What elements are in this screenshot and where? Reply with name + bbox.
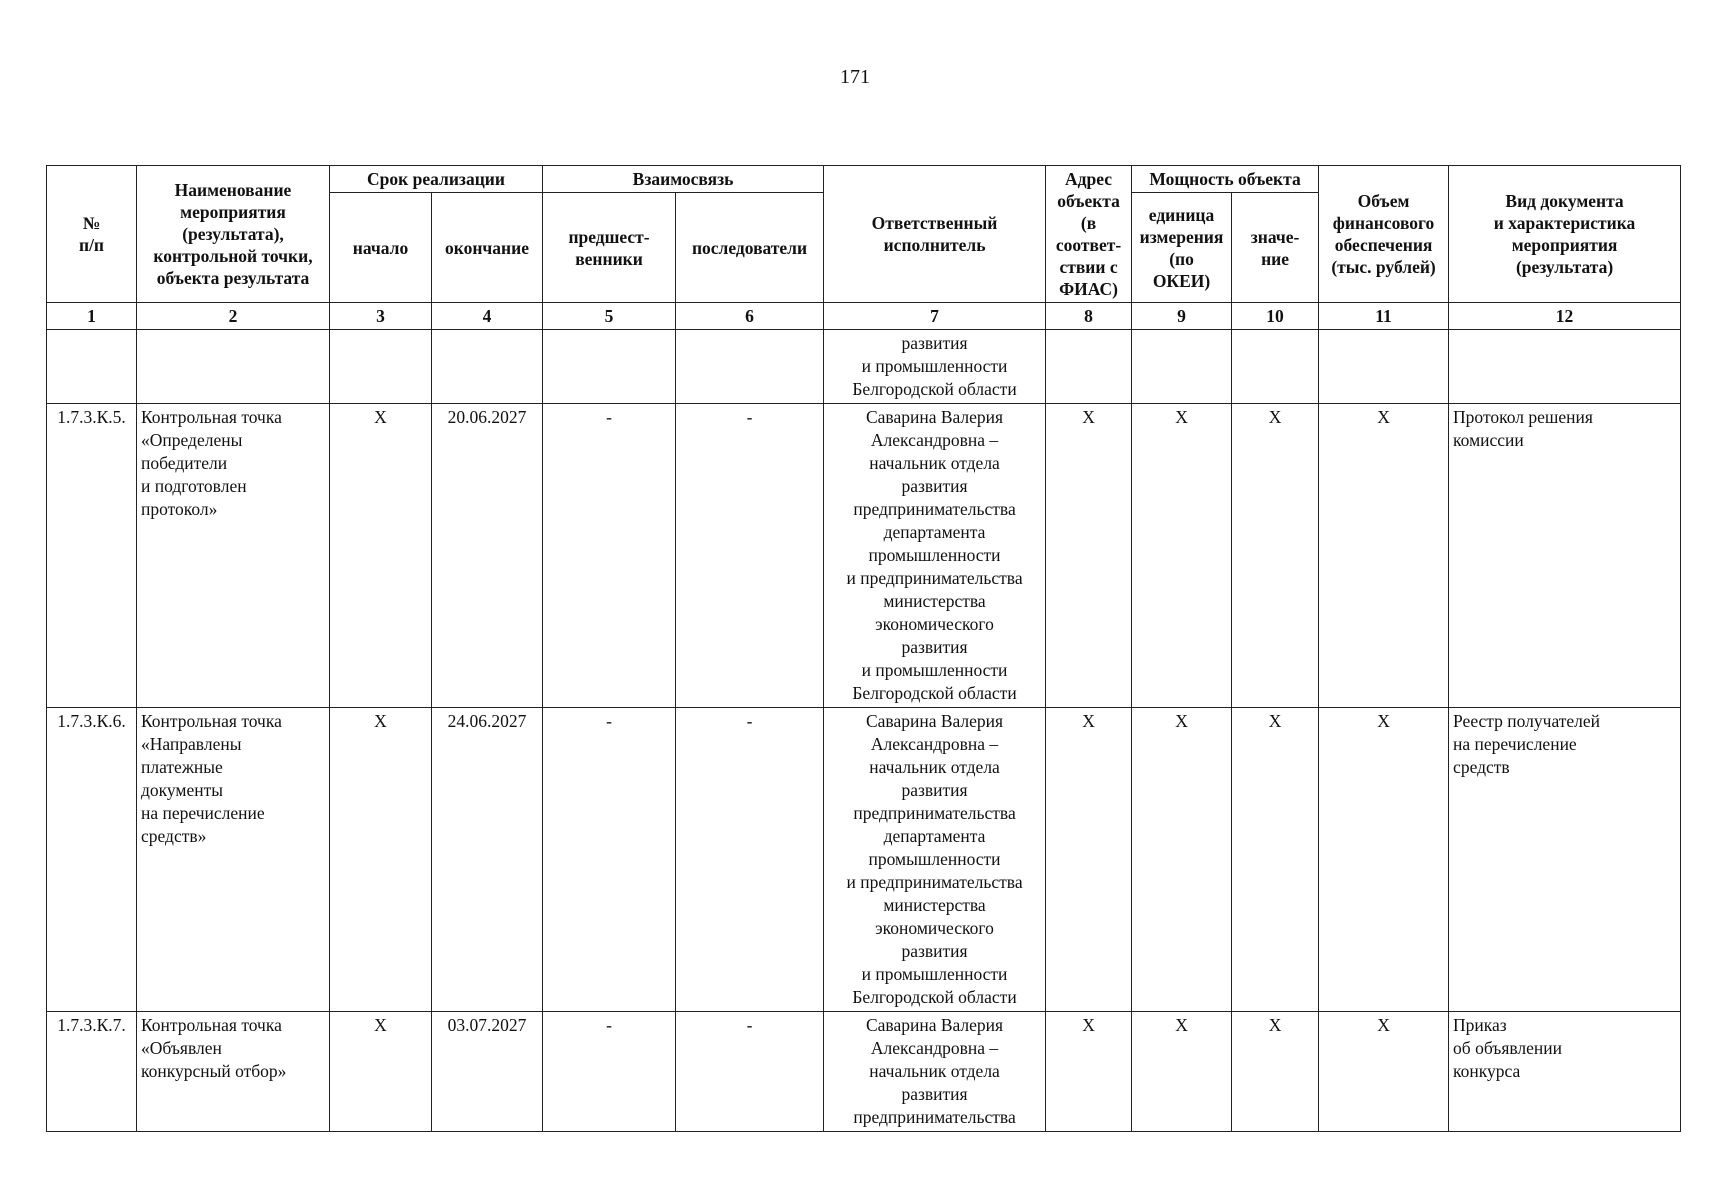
header-capacity-value: значе- ние	[1232, 193, 1319, 303]
end-cell: 20.06.2027	[432, 404, 543, 708]
column-number: 12	[1449, 303, 1681, 330]
header-capacity-unit: единица измерения (по ОКЕИ)	[1132, 193, 1232, 303]
header-link: Взаимосвязь	[543, 166, 824, 193]
name-cell: Контрольная точка «Направлены платежные документы на перечисление средств»	[137, 708, 330, 1012]
column-number: 4	[432, 303, 543, 330]
address-cell: X	[1046, 404, 1132, 708]
header-period-start: начало	[330, 193, 432, 303]
header-period: Срок реализации	[330, 166, 543, 193]
column-number: 8	[1046, 303, 1132, 330]
address-cell: X	[1046, 1012, 1132, 1132]
name-cell: Контрольная точка «Определены победители и подготовлен протокол»	[137, 404, 330, 708]
header-link-succ: последователи	[676, 193, 824, 303]
address-cell: X	[1046, 708, 1132, 1012]
unit-cell: X	[1132, 708, 1232, 1012]
column-number-row	[47, 303, 1681, 330]
column-number: 9	[1132, 303, 1232, 330]
pred-cell: -	[543, 1012, 676, 1132]
num-cell: 1.7.3.К.6.	[47, 708, 137, 1012]
header-doc-type: Вид документа и характеристика мероприятия (результата)	[1449, 166, 1681, 303]
unit-cell: X	[1132, 404, 1232, 708]
column-number: 6	[676, 303, 824, 330]
value-cell: X	[1232, 708, 1319, 1012]
action-plan-table	[46, 165, 1681, 1132]
header-num: № п/п	[47, 166, 137, 303]
responsible-cell: Саварина Валерия Александровна – начальник отдела развития предпринимательства департамента промышленности и предпринимательства министерства экономического развития и промышленности Белгородской области	[824, 708, 1046, 1012]
num-cell: 1.7.3.К.7.	[47, 1012, 137, 1132]
page-number: 171	[840, 66, 870, 88]
column-number: 1	[47, 303, 137, 330]
column-number: 11	[1319, 303, 1449, 330]
header-period-end: окончание	[432, 193, 543, 303]
funding-cell: X	[1319, 404, 1449, 708]
value-cell: X	[1232, 404, 1319, 708]
header-link-pred: предшест- венники	[543, 193, 676, 303]
start-cell: X	[330, 404, 432, 708]
table-row-continuation	[47, 330, 1681, 404]
doc-type-cell: Реестр получателей на перечисление средств	[1449, 708, 1681, 1012]
num-cell: 1.7.3.К.5.	[47, 404, 137, 708]
responsible-cell: Саварина Валерия Александровна – начальник отдела развития предпринимательства департамента промышленности и предпринимательства министерства экономического развития и промышленности Белгородской области	[824, 404, 1046, 708]
succ-cell: -	[676, 708, 824, 1012]
funding-cell: X	[1319, 708, 1449, 1012]
succ-cell: -	[676, 1012, 824, 1132]
doc-type-cell: Протокол решения комиссии	[1449, 404, 1681, 708]
pred-cell: -	[543, 708, 676, 1012]
end-cell: 24.06.2027	[432, 708, 543, 1012]
doc-type-cell: Приказ об объявлении конкурса	[1449, 1012, 1681, 1132]
header-address: Адрес объекта (в соответ- ствии с ФИАС)	[1046, 166, 1132, 303]
pred-cell: -	[543, 404, 676, 708]
header-funding: Объем финансового обеспечения (тыс. рублей)	[1319, 166, 1449, 303]
responsible-cell: развития и промышленности Белгородской области	[824, 330, 1046, 404]
unit-cell: X	[1132, 1012, 1232, 1132]
start-cell: X	[330, 708, 432, 1012]
name-cell: Контрольная точка «Объявлен конкурсный отбор»	[137, 1012, 330, 1132]
funding-cell: X	[1319, 1012, 1449, 1132]
table-row	[47, 1012, 1681, 1132]
column-number: 10	[1232, 303, 1319, 330]
start-cell: X	[330, 1012, 432, 1132]
responsible-cell: Саварина Валерия Александровна – начальник отдела развития предпринимательства	[824, 1012, 1046, 1132]
header-capacity: Мощность объекта	[1132, 166, 1319, 193]
succ-cell: -	[676, 404, 824, 708]
table-row	[47, 404, 1681, 708]
column-number: 2	[137, 303, 330, 330]
header-responsible: Ответственный исполнитель	[824, 166, 1046, 303]
header-name: Наименование мероприятия (результата), контрольной точки, объекта результата	[137, 166, 330, 303]
table-row	[47, 708, 1681, 1012]
end-cell: 03.07.2027	[432, 1012, 543, 1132]
value-cell: X	[1232, 1012, 1319, 1132]
column-number: 5	[543, 303, 676, 330]
column-number: 3	[330, 303, 432, 330]
header-row-1	[47, 166, 1681, 193]
column-number: 7	[824, 303, 1046, 330]
